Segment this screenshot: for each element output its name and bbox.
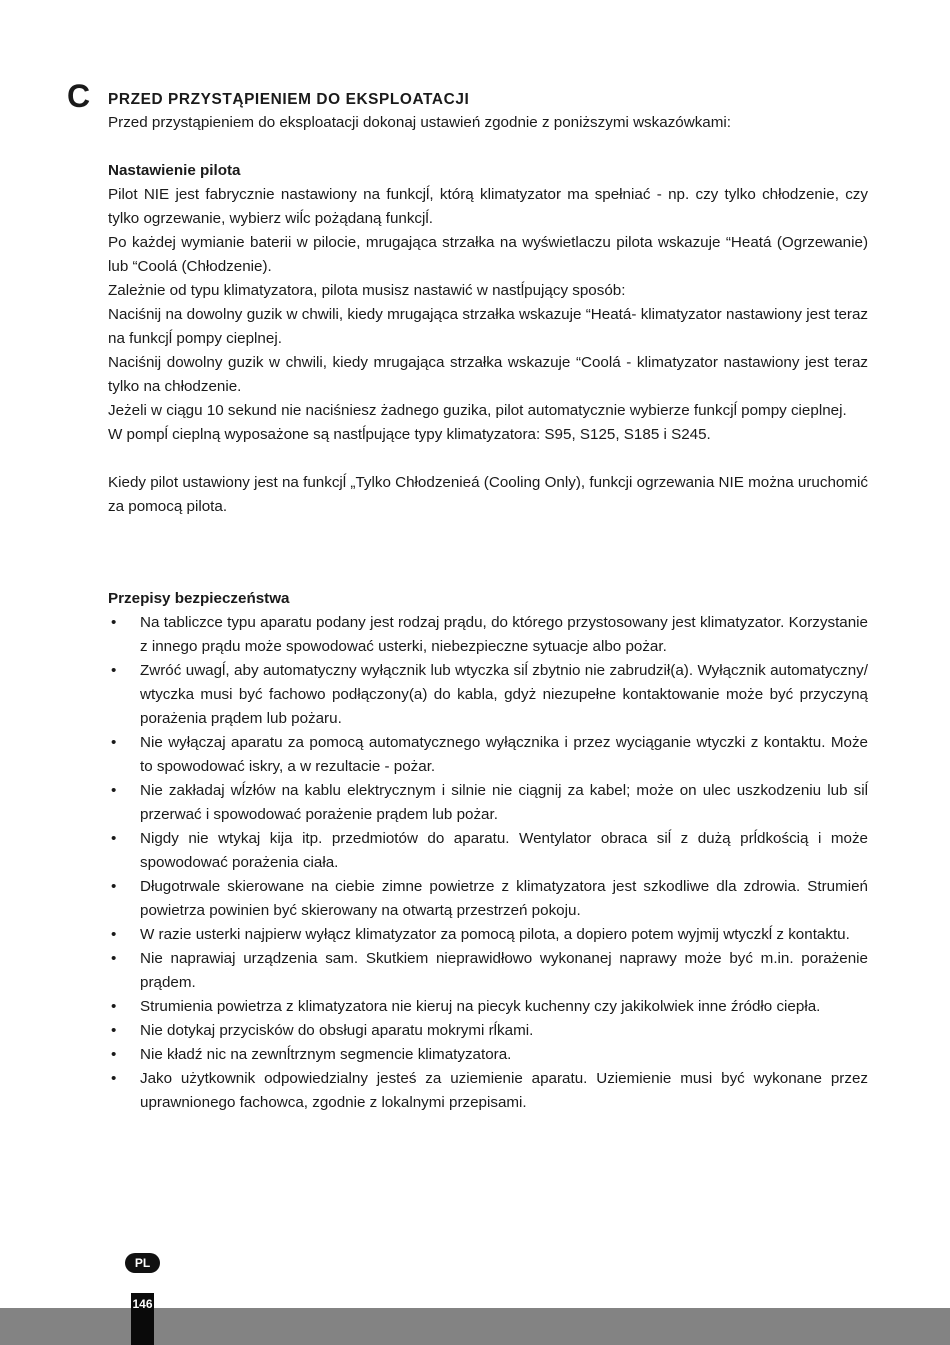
- list-item: [108, 731, 868, 779]
- remote-paragraph: Po każdej wymianie baterii w pilocie, mrugająca strzałka na wyświetlaczu pilota wskazuje “Heatá (Ogrzewanie) lub “Coolá (Chłodzenie).: [108, 234, 868, 275]
- list-item: [108, 659, 868, 731]
- bullet-icon: •: [111, 1022, 117, 1039]
- page-content: [108, 89, 868, 1115]
- section-title: PRZED PRZYSTĄPIENIEM DO EKSPLOATACJI: [108, 91, 470, 108]
- remote-paragraph: Zależnie od typu klimatyzatora, pilota musisz nastawić w nastĺpujący sposób:: [108, 282, 626, 299]
- remote-paragraph: Pilot NIE jest fabrycznie nastawiony na funkcjĺ, którą klimatyzator ma spełniać - np. czy tylko chłodzenie, czy tylko ogrzewanie, wybierz wiĺc pożądaną funkcjĺ.: [108, 186, 868, 227]
- safety-heading: Przepisy bezpieczeństwa: [108, 590, 290, 607]
- page-number: 146: [132, 1297, 153, 1311]
- list-item-text: Nie wyłączaj aparatu za pomocą automatycznego wyłącznika i przez wyciąganie wtyczki z kontaktu. Może to spowodować iskry, a w rezultacie - pożar.: [140, 734, 868, 775]
- list-item: [108, 779, 868, 827]
- bullet-icon: •: [111, 734, 117, 751]
- list-item-text: W razie usterki najpierw wyłącz klimatyzator za pomocą pilota, a dopiero potem wyjmij wtyczkĺ z kontaktu.: [140, 926, 850, 943]
- list-item-text: Jako użytkownik odpowiedzialny jesteś za uziemienie aparatu. Uziemienie musi być wykonane przez uprawnionego fachowca, zgodnie z lokalnymi przepisami.: [140, 1070, 868, 1111]
- list-item-text: Nie zakładaj wĺzłów na kablu elektrycznym i silnie nie ciągnij za kabel; może on ulec uszkodzeniu lub siĺ przerwać i spowodować porażenie prądem lub pożar.: [140, 782, 868, 823]
- bullet-icon: •: [111, 614, 117, 631]
- remote-heading: Nastawienie pilota: [108, 162, 241, 179]
- list-item: [108, 995, 868, 1019]
- safety-list: [108, 611, 868, 1115]
- bullet-icon: •: [111, 878, 117, 895]
- bullet-icon: •: [111, 998, 117, 1015]
- bullet-icon: •: [111, 782, 117, 799]
- list-item-text: Nie dotykaj przycisków do obsługi aparatu mokrymi rĺkami.: [140, 1022, 534, 1039]
- list-item-text: Na tabliczce typu aparatu podany jest rodzaj prądu, do którego przystosowany jest klimatyzator. Korzystanie z innego prądu może spowodować usterki, niebezpieczne sytuacje albo pożar.: [140, 614, 868, 655]
- list-item: [108, 947, 868, 995]
- list-item: [108, 1019, 868, 1043]
- list-item-text: Długotrwale skierowane na ciebie zimne powietrze z klimatyzatora jest szkodliwe dla zdrowia. Strumień powietrza powinien być skierowany na otwartą przestrzeń pokoju.: [140, 878, 868, 919]
- bullet-icon: •: [111, 926, 117, 943]
- list-item: [108, 1043, 868, 1067]
- list-item-text: Strumienia powietrza z klimatyzatora nie kieruj na piecyk kuchenny czy jakikolwiek inne źródło ciepła.: [140, 998, 821, 1015]
- bullet-icon: •: [111, 1070, 117, 1087]
- list-item-text: Nie kładź nic na zewnĺtrznym segmencie klimatyzatora.: [140, 1046, 512, 1063]
- remote-paragraph: Jeżeli w ciągu 10 sekund nie naciśniesz żadnego guzika, pilot automatycznie wybierze funkcjĺ pompy cieplnej.: [108, 402, 847, 419]
- list-item: [108, 875, 868, 923]
- bullet-icon: •: [111, 830, 117, 847]
- list-item: [108, 923, 868, 947]
- intro-text: Przed przystąpieniem do eksploatacji dokonaj ustawień zgodnie z poniższymi wskazówkami:: [108, 114, 731, 131]
- remote-paragraph: W pompĺ cieplną wyposażone są nastĺpujące typy klimatyzatora: S95, S125, S185 i S245.: [108, 426, 711, 443]
- language-badge: PL: [125, 1253, 160, 1273]
- remote-paragraph: Naciśnij na dowolny guzik w chwili, kiedy mrugająca strzałka wskazuje “Heatá- klimatyzator nastawiony jest teraz na funkcjĺ pompy cieplnej.: [108, 306, 868, 347]
- bullet-icon: •: [111, 662, 117, 679]
- remote-paragraph: Naciśnij dowolny guzik w chwili, kiedy mrugająca strzałka wskazuje “Coolá - klimatyzator nastawiony jest teraz tylko na chłodzenie.: [108, 354, 868, 395]
- list-item: [108, 611, 868, 659]
- cooling-only-note: Kiedy pilot ustawiony jest na funkcjĺ „Tylko Chłodzenieá (Cooling Only), funkcji ogrzewania NIE można uruchomić za pomocą pilota.: [108, 474, 868, 515]
- list-item: [108, 1067, 868, 1115]
- bullet-icon: •: [111, 1046, 117, 1063]
- list-item: [108, 827, 868, 875]
- list-item-text: Nigdy nie wtykaj kija itp. przedmiotów do aparatu. Wentylator obraca siĺ z dużą prĺdkością i może spowodować porażenia ciała.: [140, 830, 868, 871]
- section-letter: C: [67, 78, 91, 114]
- list-item-text: Zwróć uwagĺ, aby automatyczny wyłącznik lub wtyczka siĺ zbytnio nie zabrudził(a). Wyłącznik automatyczny/ wtyczka musi być fachowo podłączony(a) do kabla, gdyż niezupełne kontaktowanie może być przyczyną porażenia prądem lub pożaru.: [140, 662, 868, 727]
- bullet-icon: •: [111, 950, 117, 967]
- list-item-text: Nie naprawiaj urządzenia sam. Skutkiem nieprawidłowo wykonanej naprawy może być m.in. porażenie prądem.: [140, 950, 868, 991]
